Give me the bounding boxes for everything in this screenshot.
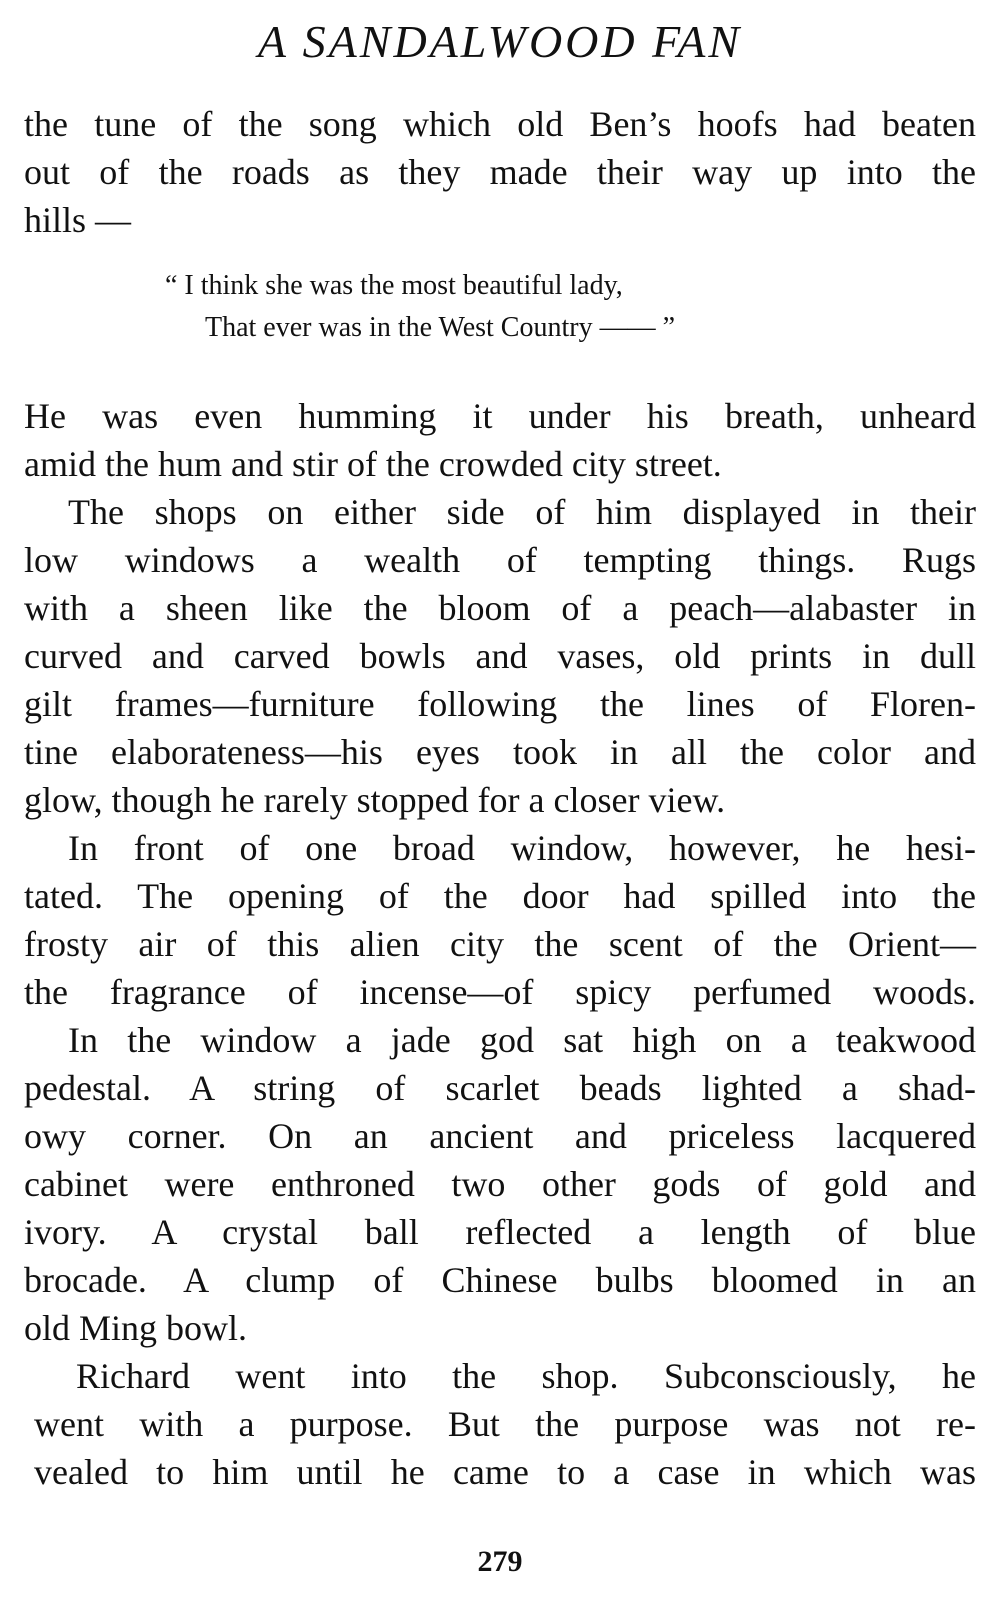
text-line: the tune of the song which old Ben’s hoofs had beaten	[24, 104, 976, 144]
text-line: hills —	[24, 200, 132, 240]
running-head: A SANDALWOOD FAN	[257, 16, 743, 67]
paragraph-first-line: In front of one broad window, however, he hesi-	[68, 828, 976, 868]
text-line: brocade. A clump of Chinese bulbs bloomed in an	[24, 1260, 976, 1300]
text-line: gilt frames—furniture following the lines of Floren-	[24, 684, 976, 724]
text-line: He was even humming it under his breath, unheard	[24, 396, 976, 436]
verse-line: That ever was in the West Country —— ”	[205, 312, 676, 343]
text-line: cabinet were enthroned two other gods of gold and	[24, 1164, 976, 1204]
text-line: low windows a wealth of tempting things. Rugs	[24, 540, 976, 580]
text-line: out of the roads as they made their way up into the	[24, 152, 976, 192]
paragraph-first-line: Richard went into the shop. Subconsciously, he	[76, 1356, 976, 1396]
verse-line: “ I think she was the most beautiful lady,	[165, 270, 623, 301]
text-line: amid the hum and stir of the crowded city street.	[24, 444, 722, 484]
text-line: went with a purpose. But the purpose was not re-	[34, 1404, 976, 1444]
text-line: glow, though he rarely stopped for a closer view.	[24, 780, 726, 820]
text-line: vealed to him until he came to a case in which was	[34, 1452, 976, 1492]
paragraph-first-line: In the window a jade god sat high on a teakwood	[68, 1020, 976, 1060]
text-line: frosty air of this alien city the scent of the Orient—	[24, 924, 976, 964]
text-line: tine elaborateness—his eyes took in all the color and	[24, 732, 976, 772]
page-number: 279	[477, 1545, 523, 1578]
text-line: ivory. A crystal ball reflected a length of blue	[24, 1212, 976, 1252]
text-line: owy corner. On an ancient and priceless lacquered	[24, 1116, 976, 1156]
text-line: tated. The opening of the door had spilled into the	[24, 876, 976, 916]
text-line: pedestal. A string of scarlet beads lighted a shad-	[24, 1068, 976, 1108]
paragraph-first-line: The shops on either side of him displayed in their	[68, 492, 976, 532]
text-line: with a sheen like the bloom of a peach—alabaster in	[24, 588, 976, 628]
text-line: the fragrance of incense—of spicy perfumed woods.	[24, 972, 976, 1012]
text-line: curved and carved bowls and vases, old prints in dull	[24, 636, 976, 676]
text-line: old Ming bowl.	[24, 1308, 248, 1348]
